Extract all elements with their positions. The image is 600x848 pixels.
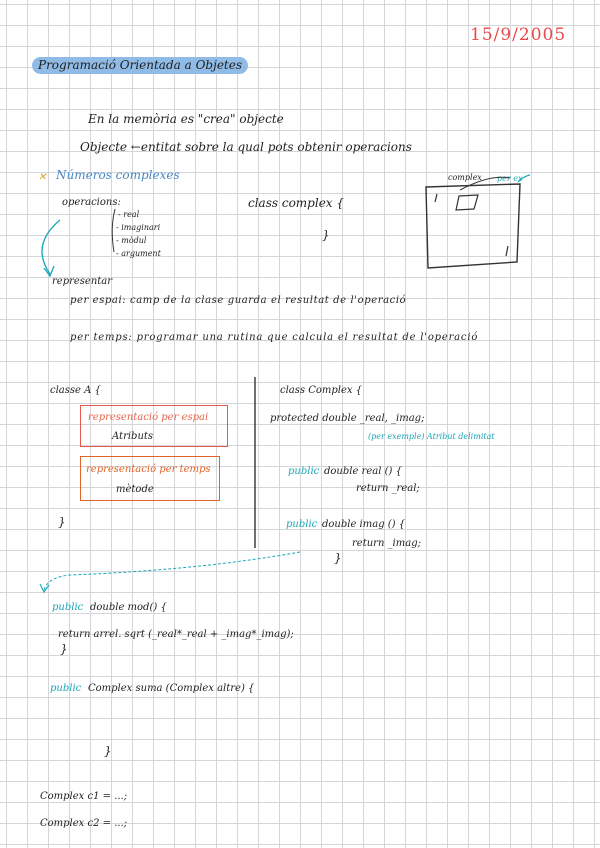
class-a-header: classe A { (50, 385, 101, 396)
page-date: 15/9/2005 (470, 25, 567, 45)
representation-by-space: per espai: camp de la clase guarda el resultat de l'operació (70, 295, 407, 306)
method-real-signature: double real () { (324, 466, 402, 477)
operation-item: - argument (116, 249, 161, 258)
method-imag-keyword: public (286, 519, 318, 530)
space-representation-title: representació per espai (88, 412, 209, 423)
diagram-pointer (460, 177, 510, 190)
section-heading: Números complexes (56, 168, 180, 182)
method-imag-body: return _imag; (352, 538, 421, 549)
class-a-close: } (58, 515, 66, 529)
class-complex-stub: class complex { (248, 196, 345, 210)
diagram-mark (506, 246, 508, 256)
diagram-mark (435, 194, 437, 202)
operation-item: - imaginari (116, 223, 161, 232)
declaration-c1: Complex c1 = ...; (40, 791, 128, 802)
mod-signature: double mod() { (90, 602, 167, 613)
representation-arrow (42, 220, 60, 274)
method-real-keyword: public (288, 466, 320, 477)
representation-by-time: per temps: programar una rutina que calcula el resultat de l'operació (70, 332, 479, 343)
suma-keyword: public (50, 683, 82, 694)
operations-brace (112, 209, 115, 252)
declaration-c2: Complex c2 = ...; (40, 818, 128, 829)
time-representation-title: representació per temps (86, 464, 211, 475)
intro-line-1: En la memòria es "crea" objecte (88, 112, 284, 126)
diagram-note: per ex (497, 174, 523, 183)
page-title: Programació Orientada a Objetes (38, 58, 242, 72)
diagram-label: complex (448, 173, 482, 182)
method-real-body: return _real; (356, 483, 420, 494)
method-imag-signature: double imag () { (322, 519, 406, 530)
diagram-shape (456, 195, 478, 210)
continuation-arrow (44, 552, 300, 590)
representation-label: representar (52, 276, 113, 287)
operation-item: - mòdul (116, 236, 147, 245)
mod-keyword: public (52, 602, 84, 613)
diagram-pointer-teal (518, 175, 530, 182)
operations-label: operacions: (62, 197, 121, 208)
method-label: mètode (116, 484, 154, 495)
attributes-label: Atributs (112, 431, 154, 442)
suma-signature: Complex suma (Complex altre) { (88, 683, 255, 694)
bullet-marker: ✕ (38, 172, 47, 183)
suma-close: } (104, 744, 112, 758)
mod-close: } (60, 642, 68, 656)
operation-item: - real (118, 210, 140, 219)
fields-note: (per exemple) Atribut delimitat (368, 432, 495, 441)
fields-declaration: protected double _real, _imag; (270, 413, 425, 424)
class-complex-close: } (334, 551, 342, 565)
mod-body: return arrel. sqrt (_real*_real + _imag*_imag); (58, 629, 294, 640)
class-complex-stub-close: } (322, 228, 330, 242)
intro-line-2: Objecte ←entitat sobre la qual pots obtenir operacions (80, 140, 412, 154)
class-complex-header: class Complex { (280, 385, 363, 396)
